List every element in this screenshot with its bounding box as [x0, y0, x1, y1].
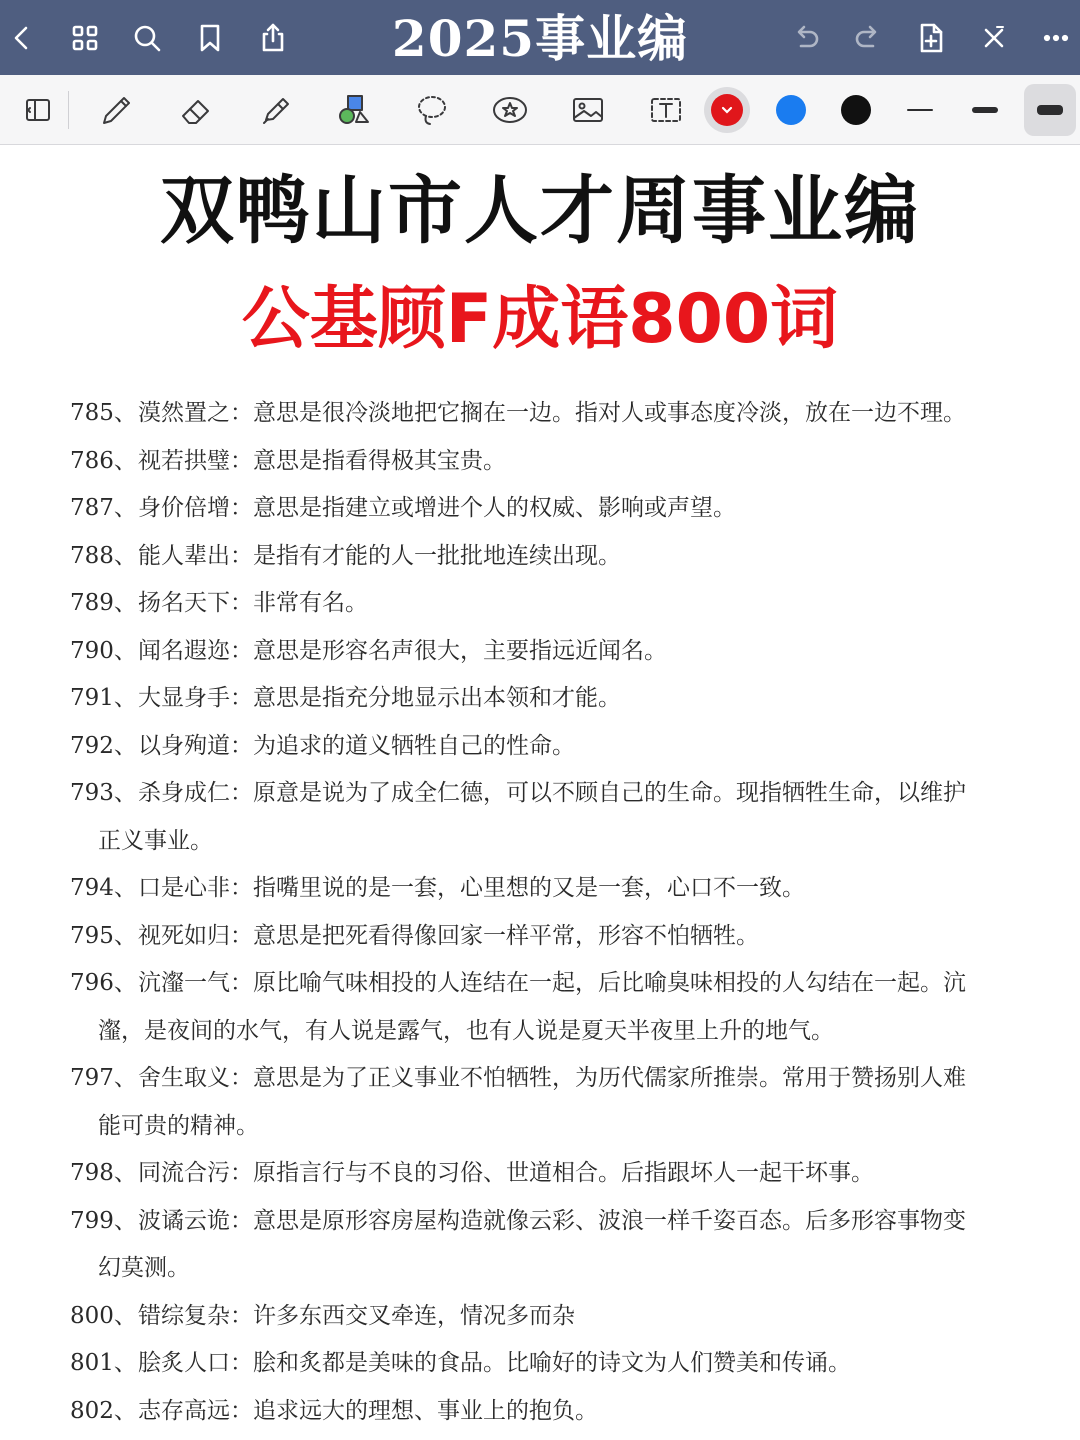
color-blue-swatch[interactable] [776, 95, 806, 125]
highlighter-icon[interactable] [250, 84, 302, 136]
more-icon[interactable] [1036, 18, 1076, 58]
entry-text: 扬名天下：非常有名。 [138, 590, 368, 616]
entry-text: 舍生取义：意思是为了正义事业不怕牺牲，为历代儒家所推崇。常用于赞扬别人难 [138, 1065, 966, 1091]
list-item [70, 865, 1045, 913]
pen-icon[interactable] [90, 84, 142, 136]
entry-text: 脍炙人口：脍和炙都是美味的食品。比喻好的诗文为人们赞美和传诵。 [138, 1350, 851, 1376]
list-item [70, 960, 1045, 1008]
entry-text: 口是心非：指嘴里说的是一套，心里想的又是一套，心口不一致。 [138, 875, 805, 901]
entry-text: 视死如归：意思是把死看得像回家一样平常，形容不怕牺牲。 [138, 922, 759, 949]
list-item [70, 770, 1045, 818]
chevron-down-icon [711, 94, 743, 126]
grid-icon[interactable] [65, 18, 105, 58]
list-item [70, 628, 1045, 676]
entry-text: 视若拱璧：意思是指看得极其宝贵。 [138, 447, 506, 474]
list-item [70, 1293, 1045, 1341]
list-item [70, 533, 1045, 581]
entry-text: 大显身手：意思是指充分地显示出本领和才能。 [138, 685, 621, 711]
entry-number: 794、 [70, 875, 137, 901]
entry-number: 799、 [70, 1207, 137, 1234]
entry-text: 漠然置之：意思是很冷淡地把它搁在一边。指对人或事态度冷淡，放在一边不理。 [138, 400, 966, 426]
list-item [70, 580, 1045, 628]
entry-text: 志存高远：追求远大的理想、事业上的抱负。 [138, 1397, 598, 1424]
list-item [70, 1198, 1045, 1246]
entry-number: 795、 [70, 922, 137, 949]
entry-text: 同流合污：原指言行与不良的习俗、世道相合。后指跟坏人一起干坏事。 [138, 1160, 874, 1186]
entry-number: 789、 [70, 590, 137, 616]
list-item [70, 913, 1045, 961]
app-title: 2025事业编 [391, 9, 689, 68]
entry-number: 802、 [70, 1397, 137, 1424]
list-item [70, 390, 1045, 438]
entry-number: 797、 [70, 1065, 137, 1091]
list-item [70, 485, 1045, 533]
entry-continuation: 瀣，是夜间的水气，有人说是露气，也有人说是夏天半夜里上升的地气。 [98, 1017, 834, 1044]
image-icon[interactable] [562, 84, 614, 136]
page-title: 双鸭山市人才周事业编 [160, 168, 920, 254]
text-icon[interactable] [640, 84, 692, 136]
search-icon[interactable] [127, 18, 167, 58]
list-item [70, 723, 1045, 771]
eraser-icon[interactable] [170, 84, 222, 136]
stroke-thick-option[interactable] [1024, 84, 1076, 136]
toolbar-divider [68, 91, 69, 129]
list-item [70, 1055, 1045, 1103]
entry-text: 闻名遐迩：意思是形容名声很大，主要指远近闻名。 [138, 637, 667, 664]
page-layout-icon[interactable] [12, 84, 64, 136]
entry-continuation: 能可贵的精神。 [98, 1112, 259, 1139]
entry-number: 800、 [70, 1302, 137, 1329]
entry-continuation: 正义事业。 [98, 827, 213, 854]
shapes-icon[interactable] [328, 84, 380, 136]
stroke-thick-line [1037, 105, 1063, 115]
lasso-icon[interactable] [406, 84, 458, 136]
bookmark-icon[interactable] [190, 18, 230, 58]
redo-icon[interactable] [848, 18, 888, 58]
entry-text: 身价倍增：意思是指建立或增进个人的权威、影响或声望。 [138, 495, 736, 521]
entry-number: 790、 [70, 637, 137, 664]
color-red-swatch[interactable] [711, 94, 743, 126]
color-black-swatch[interactable] [841, 95, 871, 125]
undo-icon[interactable] [786, 18, 826, 58]
page-subtitle: 公基顾F成语800词 [241, 280, 839, 359]
entry-number: 791、 [70, 685, 137, 711]
entry-text: 沆瀣一气：原比喻气味相投的人连结在一起，后比喻臭味相投的人勾结在一起。沆 [138, 970, 966, 996]
idiom-list [70, 390, 1045, 1435]
drawing-toolbar [0, 75, 1080, 145]
close-icon[interactable] [974, 18, 1014, 58]
entry-text: 能人辈出：是指有才能的人一批批地连续出现。 [138, 542, 621, 569]
entry-number: 788、 [70, 542, 137, 569]
entry-continuation: 幻莫测。 [98, 1255, 190, 1281]
add-page-icon[interactable] [911, 18, 951, 58]
list-item [70, 438, 1045, 486]
entry-text: 以身殉道：为追求的道义牺牲自己的性命。 [138, 732, 575, 759]
entry-number: 792、 [70, 732, 137, 759]
sticker-icon[interactable] [484, 84, 536, 136]
list-item [70, 675, 1045, 723]
entry-number: 785、 [70, 400, 137, 426]
entry-text: 杀身成仁：原意是说为了成全仁德，可以不顾自己的生命。现指牺牲生命，以维护 [138, 780, 966, 806]
stroke-medium-option[interactable] [972, 107, 998, 113]
entry-number: 798、 [70, 1160, 137, 1186]
entry-number: 793、 [70, 780, 137, 806]
list-item [70, 1150, 1045, 1198]
entry-number: 801、 [70, 1350, 137, 1376]
list-item [70, 1340, 1045, 1388]
entry-text: 错综复杂：许多东西交叉牵连，情况多而杂 [138, 1302, 575, 1329]
share-icon[interactable] [253, 18, 293, 58]
list-item [70, 1388, 1045, 1436]
entry-number: 787、 [70, 495, 137, 521]
stroke-thin-option[interactable] [907, 109, 933, 111]
entry-number: 796、 [70, 970, 137, 996]
entry-number: 786、 [70, 447, 137, 474]
top-nav-bar [0, 0, 1080, 75]
back-icon[interactable] [2, 18, 42, 58]
entry-text: 波谲云诡：意思是原形容房屋构造就像云彩、波浪一样千姿百态。后多形容事物变 [138, 1207, 966, 1234]
